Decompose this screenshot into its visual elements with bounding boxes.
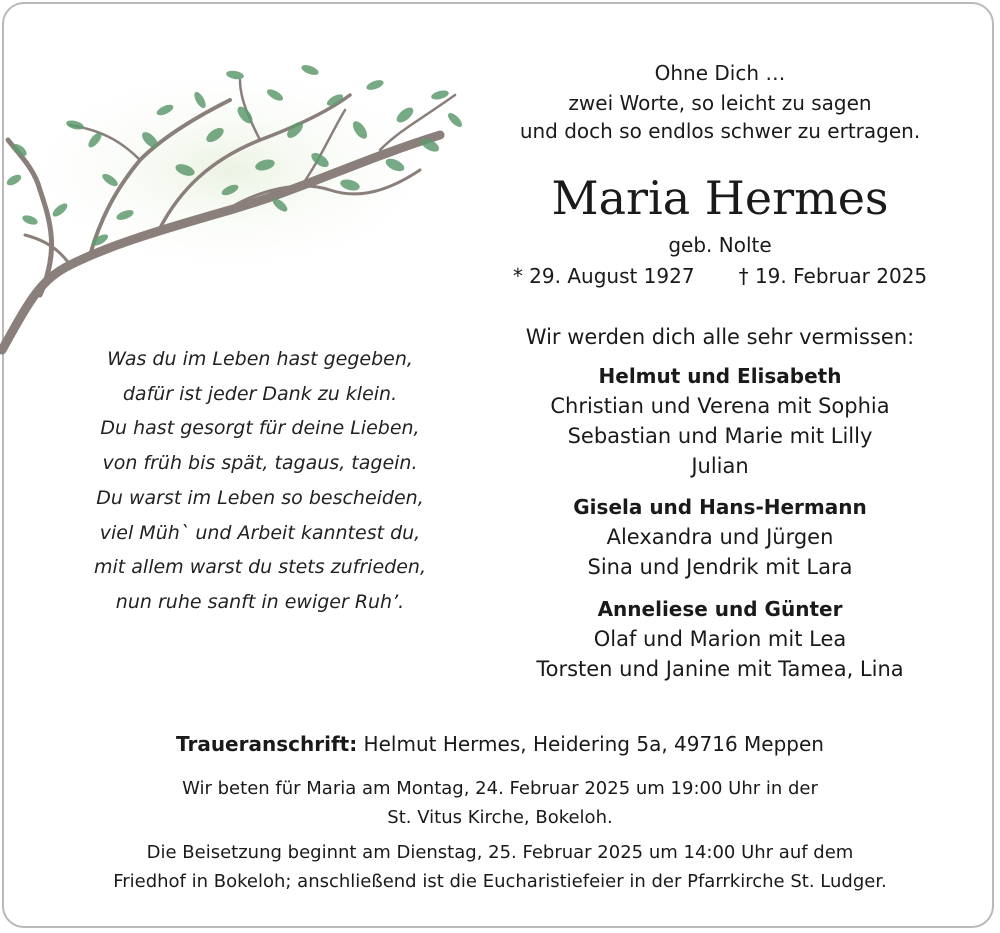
mourning-address xyxy=(20,732,980,756)
address-label: Traueranschrift: xyxy=(176,732,358,756)
quote-line-2: zwei Worte, so leicht zu sagen xyxy=(568,91,872,115)
prayer-line: Wir beten für Maria am Montag, 24. Februar 2025 um 19:00 Uhr in der xyxy=(182,778,818,799)
deceased-name: Maria Hermes xyxy=(551,171,889,225)
family-group xyxy=(480,492,960,582)
death-date: † 19. Februar 2025 xyxy=(738,264,928,288)
poem-line: mit allem warst du stets zufrieden, xyxy=(94,556,426,579)
tree-branch-illustration xyxy=(0,40,470,360)
prayer-line: St. Vitus Kirche, Bokeloh. xyxy=(387,807,613,828)
poem xyxy=(40,342,480,620)
family-head: Helmut und Elisabeth xyxy=(598,364,842,388)
poem-line: Du hast gesorgt für deine Lieben, xyxy=(100,417,420,440)
life-dates xyxy=(480,264,960,288)
burial-line: Friedhof in Bokeloh; anschließend ist die Eucharistiefeier in der Pfarrkirche St. Ludger. xyxy=(113,871,887,892)
birth-name: geb. Nolte xyxy=(668,233,772,257)
mourners-intro: Wir werden dich alle sehr vermissen: xyxy=(525,325,915,349)
family-member: Alexandra und Jürgen xyxy=(606,525,834,549)
family-member: Christian und Verena mit Sophia xyxy=(550,394,890,418)
family-group xyxy=(480,594,960,684)
poem-line: dafür ist jeder Dank zu klein. xyxy=(122,382,398,405)
burial-notice xyxy=(20,838,980,896)
poem-line: viel Müh` und Arbeit kanntest du, xyxy=(99,521,421,544)
family-head: Anneliese und Günter xyxy=(597,597,843,621)
poem-line: Du warst im Leben so bescheiden, xyxy=(96,486,424,509)
prayer-notice xyxy=(20,774,980,832)
family-member: Olaf und Marion mit Lea xyxy=(593,627,847,651)
quote-line-3: und doch so endlos schwer zu ertragen. xyxy=(519,119,921,143)
burial-line: Die Beisetzung beginnt am Dienstag, 25. Februar 2025 um 14:00 Uhr auf dem xyxy=(146,842,854,863)
family-member: Sebastian und Marie mit Lilly xyxy=(567,424,873,448)
poem-line: nun ruhe sanft in ewiger Ruh’. xyxy=(115,590,405,613)
family-group xyxy=(480,361,960,481)
birth-date: * 29. August 1927 xyxy=(512,264,695,288)
family-member: Julian xyxy=(691,454,749,478)
poem-line: Was du im Leben hast gegeben, xyxy=(107,348,413,370)
address-text: Helmut Hermes, Heidering 5a, 49716 Meppen xyxy=(357,732,824,756)
family-head: Gisela und Hans-Hermann xyxy=(573,495,867,519)
family-member: Torsten und Janine mit Tamea, Lina xyxy=(536,657,904,681)
poem-line: von früh bis spät, tagaus, tagein. xyxy=(102,452,418,475)
family-member: Sina und Jendrik mit Lara xyxy=(587,555,853,579)
quote-line-1: Ohne Dich … xyxy=(654,61,786,85)
